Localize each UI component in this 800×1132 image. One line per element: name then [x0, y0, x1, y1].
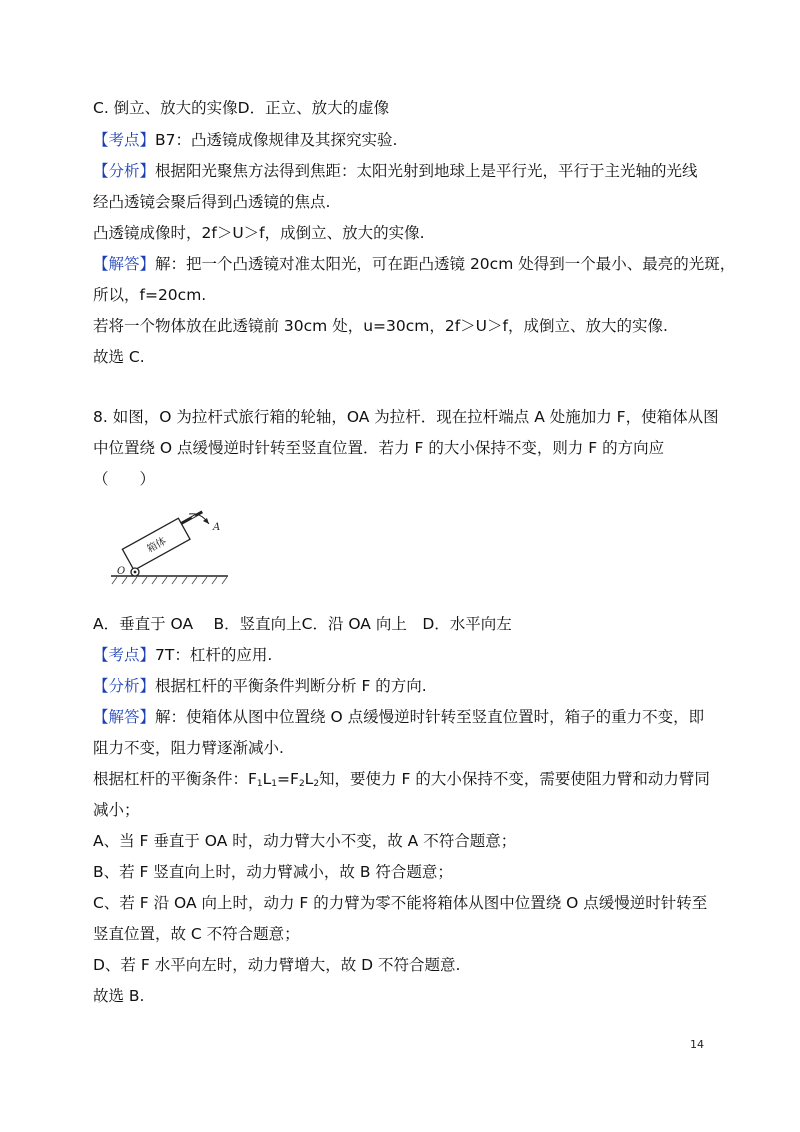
prev-jieda-3: 若将一个物体放在此透镜前 30cm 处，u=30cm，2f＞U＞f，成倒立、放大的实像. [93, 317, 668, 335]
fenxi-tag: 【分析】 [93, 162, 156, 180]
balance-l: L [262, 770, 272, 788]
jieda-text: 解：使箱体从图中位置绕 O 点缓慢逆时针转至竖直位置时，箱子的重力不变，即 [155, 708, 705, 726]
q8-balance-condition [93, 768, 733, 795]
balance-l2: L [304, 770, 314, 788]
q8-jieda-2: 阻力不变，阻力臂逐渐减小. [93, 739, 284, 757]
suitcase-lever-figure [103, 500, 233, 590]
f1-subscript: 1 [256, 779, 263, 789]
balance-text-pre: 根据杠杆的平衡条件：F [93, 770, 257, 788]
jieda-text: 解：把一个凸透镜对准太阳光，可在距凸透镜 20cm 处得到一个最小、最亮的光斑， [155, 255, 736, 273]
q8-jieda-1 [93, 706, 733, 728]
l1-subscript: 1 [271, 779, 278, 789]
ground [111, 576, 228, 584]
prev-answer: 故选 C. [93, 348, 145, 366]
prev-fenxi-3: 凸透镜成像时，2f＞U＞f，成倒立、放大的实像. [93, 224, 425, 242]
q8-options: A．垂直于 OA B．竖直向上C．沿 OA 向上 D．水平向左 [93, 615, 512, 633]
fenxi-text: 根据阳光聚焦方法得到焦距：太阳光射到地球上是平行光，平行于主光轴的光线 [155, 162, 698, 180]
balance-eq: =F [277, 770, 299, 788]
prev-kaodian [93, 129, 733, 151]
fenxi-tag: 【分析】 [93, 677, 156, 695]
q8-analysis-d: D、若 F 水平向左时，动力臂增大，故 D 不符合题意. [93, 956, 461, 974]
q8-answer: 故选 B. [93, 987, 145, 1005]
page-number: 14 [690, 1038, 704, 1051]
label-a: A [213, 522, 221, 533]
fenxi-text: 根据杠杆的平衡条件判断分析 F 的方向. [155, 677, 427, 695]
q8-kaodian [93, 644, 733, 666]
jieda-tag: 【解答】 [93, 255, 156, 273]
q8-stem-3: （ ） [93, 470, 156, 488]
jieda-tag: 【解答】 [93, 708, 156, 726]
prev-jieda-2: 所以，f=20cm. [93, 286, 207, 304]
q8-analysis-c-1: C、若 F 沿 OA 向上时，动力 F 的力臂为零不能将箱体从图中位置绕 O 点缓慢逆时针转至 [93, 894, 708, 912]
q8-balance-cont: 减小； [93, 801, 140, 819]
f2-subscript: 2 [298, 779, 305, 789]
q8-stem-1: 8. 如图，O 为拉杆式旅行箱的轮轴，OA 为拉杆．现在拉杆端点 A 处施加力 F，使箱体从图 [93, 408, 719, 426]
prev-jieda-1 [93, 253, 736, 275]
prev-fenxi-1 [93, 160, 733, 182]
box-label: 箱体 [145, 535, 169, 556]
q8-analysis-c-2: 竖直位置，故 C 不符合题意； [93, 925, 300, 943]
q8-fenxi [93, 675, 733, 697]
label-o: O [117, 566, 126, 577]
kaodian-text: B7：凸透镜成像规律及其探究实验. [155, 131, 398, 149]
balance-text-post: 知，要使力 F 的大小保持不变，需要使阻力臂和动力臂同 [319, 770, 710, 788]
prev-option-cd: C. 倒立、放大的实像D．正立、放大的虚像 [93, 99, 390, 117]
kaodian-tag: 【考点】 [93, 131, 156, 149]
q8-analysis-b: B、若 F 竖直向上时，动力臂减小，故 B 符合题意； [93, 863, 453, 881]
q8-analysis-a: A、当 F 垂直于 OA 时，动力臂大小不变，故 A 不符合题意； [93, 832, 517, 850]
kaodian-tag: 【考点】 [93, 646, 156, 664]
kaodian-text: 7T：杠杆的应用. [155, 646, 273, 664]
suitcase-body [122, 507, 211, 571]
prev-fenxi-2: 经凸透镜会聚后得到凸透镜的焦点. [93, 193, 331, 211]
l2-subscript: 2 [313, 779, 320, 789]
q8-stem-2: 中位置绕 O 点缓慢逆时针转至竖直位置．若力 F 的大小保持不变，则力 F 的方向应 [93, 439, 665, 457]
